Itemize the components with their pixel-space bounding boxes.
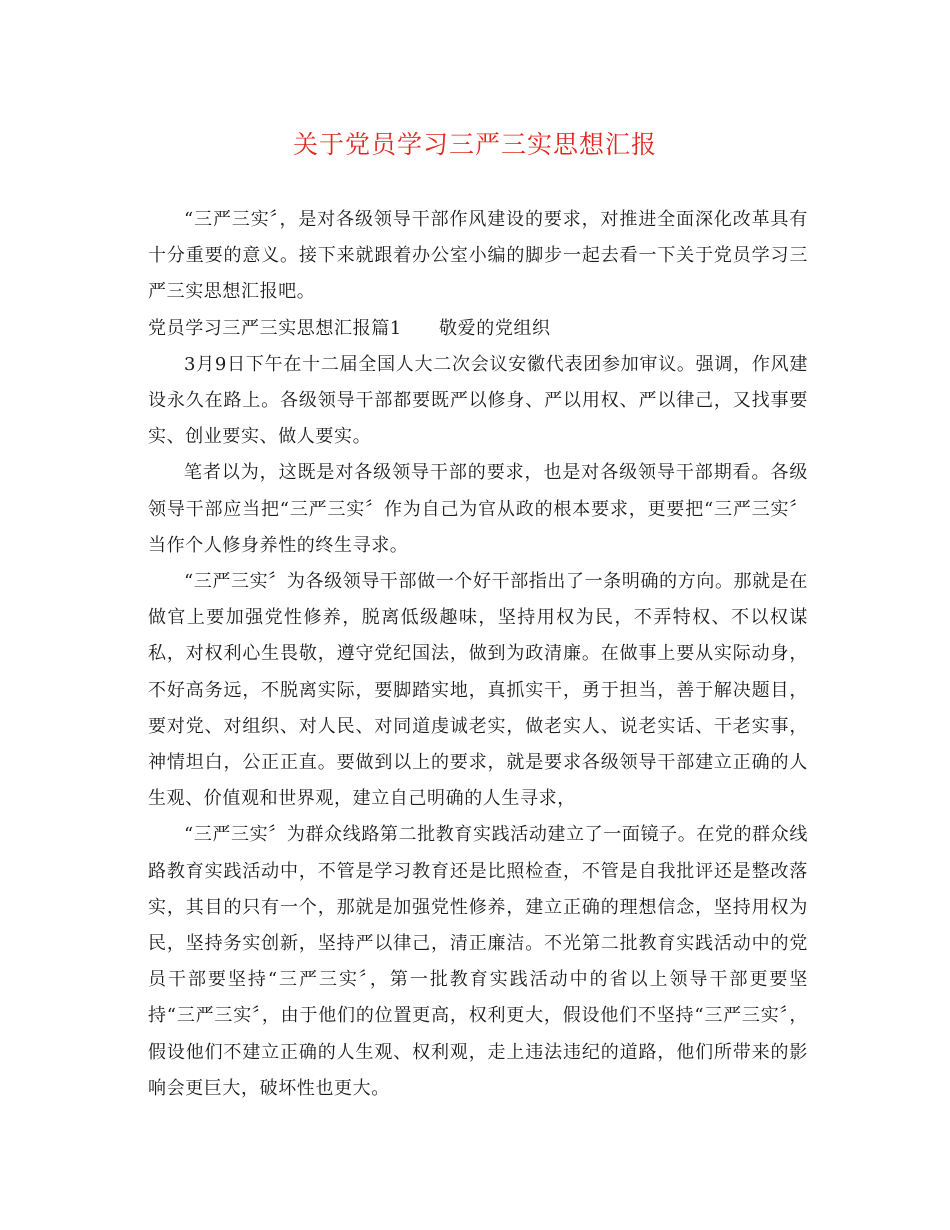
intro-paragraph: “三严三实〞，是对各级领导干部作风建设的要求，对推进全面深化改革具有十分重要的意义。接下来就跟着办公室小编的脚步一起去看一下关于党员学习三严三实思想汇报吧。 xyxy=(148,209,808,303)
section-heading: 党员学习三严三实思想汇报篇1 敬爱的党组织 xyxy=(148,317,551,339)
body-paragraph-1: 3月9日下午在十二届全国人大二次会议安徽代表团参加审议。强调，作风建设永久在路上。各级领导干部都要既严以修身、严以用权、严以律己，又找事要实、创业要实、做人要实。 xyxy=(148,353,808,448)
document-body xyxy=(148,202,808,1107)
body-paragraph-4: “三严三实〞为群众线路第二批教育实践活动建立了一面镜子。在党的群众线路教育实践活动中，不管是学习教育还是比照检查，不管是自我批评还是整改落实，其目的只有一个，那就是加强党性修养，建立正确的理想信念，坚持用权为民，坚持务实创新，坚持严以律己，清正廉洁。不光第二批教育实践活动中的党员干部要坚持“三严三实〞，第一批教育实践活动中的省以上领导干部更要坚持“三严三实〞，由于他们的位置更高，权利更大，假设他们不坚持“三严三实〞，假设他们不建立正确的人生观、权利观，走上违法违纪的道路，他们所带来的影响会更巨大，破坏性也更大。 xyxy=(148,824,808,1099)
body-paragraph-3: “三严三实〞为各级领导干部做一个好干部指出了一条明确的方向。那就是在做官上要加强党性修养，脱离低级趣味，坚持用权为民，不弄特权、不以权谋私，对权利心生畏敬，遵守党纪国法，做到为政清廉。在做事上要从实际动身，不好高务远，不脱离实际，要脚踏实地，真抓实干，勇于担当，善于解决题目，要对党、对组织、对人民、对同道虔诚老实，做老实人、说老实话、干老实事，神情坦白，公正正直。要做到以上的要求，就是要求各级领导干部建立正确的人生观、价值观和世界观，建立自己明确的人生寻求， xyxy=(148,571,808,810)
body-paragraph-2: 笔者以为，这既是对各级领导干部的要求，也是对各级领导干部期看。各级领导干部应当把“三严三实〞作为自己为官从政的根本要求，更要把“三严三实〞当作个人修身养性的终生寻求。 xyxy=(148,462,808,556)
document-title: 关于党员学习三严三实思想汇报 xyxy=(292,130,657,159)
